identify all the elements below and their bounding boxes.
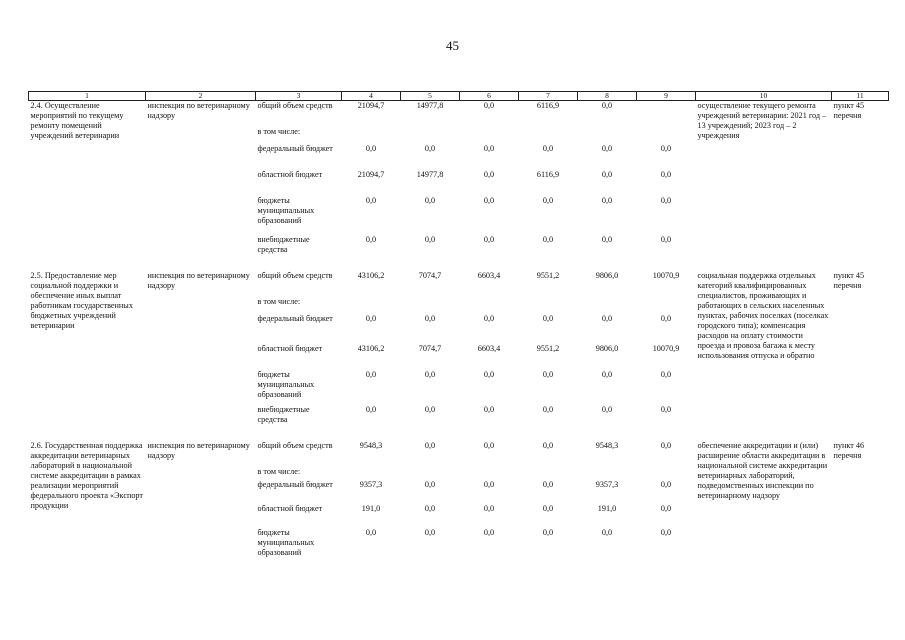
funding-value: 0,0 bbox=[542, 503, 554, 513]
funding-value: 43106,2 bbox=[357, 343, 385, 353]
funding-value: 0,0 bbox=[424, 503, 436, 513]
funding-value: 0,0 bbox=[542, 143, 554, 153]
funding-value: 0,0 bbox=[424, 313, 436, 323]
funding-value bbox=[342, 127, 401, 144]
funding-value: 0,0 bbox=[483, 169, 495, 179]
funding-value bbox=[578, 297, 637, 314]
funding-source: бюджеты муниципальных образований bbox=[257, 527, 315, 557]
funding-value: 10070,9 bbox=[652, 270, 680, 280]
funding-value: 0,0 bbox=[542, 440, 554, 450]
executor-cell: инспекция по ветеринарному надзору bbox=[147, 101, 250, 120]
funding-value: 191,0 bbox=[597, 503, 617, 513]
funding-value bbox=[637, 467, 696, 480]
expected-result: обеспечение аккредитации и (или) расширение области аккредитации в национальной системе аккредитации ветеринарных лабораторий, подведомственных инспекции по ветеринарному надзору bbox=[697, 440, 828, 500]
funding-value: 0,0 bbox=[660, 169, 672, 179]
funding-source: общий объем средств bbox=[257, 270, 333, 280]
funding-source: в том числе: bbox=[257, 126, 301, 136]
funding-value bbox=[519, 467, 578, 480]
funding-value bbox=[342, 297, 401, 314]
activity-name: 2.6. Государственная поддержка аккредитации ветеринарных лабораторий в национальной системе аккредитации в рамках реализации мероприятий федерального проекта «Экспорт продукции bbox=[30, 440, 143, 510]
funding-value: 0,0 bbox=[542, 313, 554, 323]
funding-value: 0,0 bbox=[660, 479, 672, 489]
funding-value bbox=[637, 297, 696, 314]
funding-value: 0,0 bbox=[424, 404, 436, 414]
reference-cell: пункт 46 перечня bbox=[833, 440, 865, 460]
funding-value: 0,0 bbox=[601, 169, 613, 179]
funding-value: 43106,2 bbox=[357, 270, 385, 280]
funding-value: 0,0 bbox=[542, 479, 554, 489]
funding-value: 10070,9 bbox=[652, 343, 680, 353]
funding-value: 0,0 bbox=[660, 527, 672, 537]
funding-value: 0,0 bbox=[365, 195, 377, 205]
funding-value: 0,0 bbox=[424, 479, 436, 489]
expected-result: осуществление текущего ремонта учреждений ветеринарии: 2021 год – 13 учреждений; 2023 год – 2 учреждения bbox=[697, 101, 827, 140]
col-header: 1 bbox=[29, 92, 146, 101]
funding-value: 0,0 bbox=[424, 195, 436, 205]
funding-value: 9551,2 bbox=[536, 343, 560, 353]
funding-value: 14977,8 bbox=[416, 101, 444, 110]
funding-value: 0,0 bbox=[660, 143, 672, 153]
funding-value: 9806,0 bbox=[595, 343, 619, 353]
col-header: 2 bbox=[146, 92, 256, 101]
funding-source: областной бюджет bbox=[257, 343, 323, 353]
funding-value: 191,0 bbox=[361, 503, 381, 513]
funding-value: 0,0 bbox=[483, 143, 495, 153]
funding-value: 6603,4 bbox=[477, 270, 501, 280]
funding-value: 0,0 bbox=[542, 234, 554, 244]
funding-value: 0,0 bbox=[483, 101, 495, 110]
funding-value: 0,0 bbox=[424, 369, 436, 379]
col-header: 10 bbox=[696, 92, 832, 101]
spacer-cell bbox=[29, 433, 889, 441]
funding-value: 0,0 bbox=[601, 369, 613, 379]
funding-value bbox=[401, 127, 460, 144]
col-header: 3 bbox=[256, 92, 342, 101]
funding-source: федеральный бюджет bbox=[257, 479, 333, 489]
funding-value: 0,0 bbox=[601, 527, 613, 537]
spacer-cell bbox=[29, 263, 889, 271]
funding-source: общий объем средств bbox=[257, 440, 333, 450]
funding-value: 0,0 bbox=[365, 313, 377, 323]
funding-value bbox=[637, 127, 696, 144]
section-spacer bbox=[29, 433, 889, 441]
funding-source: в том числе: bbox=[257, 466, 301, 476]
funding-value: 7074,7 bbox=[418, 343, 442, 353]
funding-value: 0,0 bbox=[483, 404, 495, 414]
funding-value: 0,0 bbox=[365, 404, 377, 414]
funding-value: 0,0 bbox=[424, 527, 436, 537]
funding-value: 0,0 bbox=[424, 234, 436, 244]
funding-value: 9357,3 bbox=[359, 479, 383, 489]
funding-value: 21094,7 bbox=[357, 101, 385, 110]
funding-value: 0,0 bbox=[542, 369, 554, 379]
funding-source: внебюджетные средства bbox=[257, 404, 310, 424]
funding-value: 0,0 bbox=[483, 503, 495, 513]
funding-value bbox=[637, 101, 696, 127]
funding-value: 14977,8 bbox=[416, 169, 444, 179]
funding-value bbox=[460, 467, 519, 480]
funding-value: 7074,7 bbox=[418, 270, 442, 280]
program-table bbox=[28, 91, 889, 558]
col-header: 9 bbox=[637, 92, 696, 101]
funding-value: 0,0 bbox=[660, 503, 672, 513]
funding-value: 0,0 bbox=[483, 369, 495, 379]
funding-source: общий объем средств bbox=[257, 101, 333, 110]
col-header: 8 bbox=[578, 92, 637, 101]
funding-value: 0,0 bbox=[365, 527, 377, 537]
funding-value: 0,0 bbox=[424, 143, 436, 153]
funding-value bbox=[519, 127, 578, 144]
section-spacer bbox=[29, 263, 889, 271]
funding-value: 21094,7 bbox=[357, 169, 385, 179]
reference-cell: пункт 45 перечня bbox=[833, 270, 865, 290]
funding-value bbox=[401, 297, 460, 314]
executor-cell: инспекция по ветеринарному надзору bbox=[147, 270, 250, 290]
funding-source: областной бюджет bbox=[257, 169, 323, 179]
funding-value: 0,0 bbox=[660, 369, 672, 379]
funding-value: 0,0 bbox=[542, 404, 554, 414]
funding-value: 0,0 bbox=[483, 527, 495, 537]
funding-source: федеральный бюджет bbox=[257, 143, 333, 153]
funding-source: бюджеты муниципальных образований bbox=[257, 369, 315, 399]
funding-value: 0,0 bbox=[601, 101, 613, 110]
funding-value bbox=[460, 127, 519, 144]
funding-source: внебюджетные средства bbox=[257, 234, 310, 254]
col-header: 7 bbox=[519, 92, 578, 101]
funding-value: 9806,0 bbox=[595, 270, 619, 280]
funding-value: 0,0 bbox=[365, 369, 377, 379]
funding-value: 0,0 bbox=[365, 143, 377, 153]
funding-value: 9548,3 bbox=[595, 440, 619, 450]
col-header: 5 bbox=[401, 92, 460, 101]
funding-value: 6603,4 bbox=[477, 343, 501, 353]
funding-value: 0,0 bbox=[660, 195, 672, 205]
col-header: 6 bbox=[460, 92, 519, 101]
funding-value: 0,0 bbox=[660, 313, 672, 323]
col-header: 4 bbox=[342, 92, 401, 101]
activity-name: 2.5. Предоставление мер социальной поддержки и обеспечение иных выплат работникам государственных бюджетных учреждений ветеринарии bbox=[30, 270, 133, 330]
funding-value: 6116,9 bbox=[536, 101, 560, 110]
table-row bbox=[29, 101, 889, 127]
funding-value: 6116,9 bbox=[536, 169, 560, 179]
funding-source: областной бюджет bbox=[257, 503, 323, 513]
funding-value: 0,0 bbox=[365, 234, 377, 244]
funding-value: 0,0 bbox=[601, 313, 613, 323]
funding-value: 0,0 bbox=[601, 143, 613, 153]
funding-value: 0,0 bbox=[424, 440, 436, 450]
funding-value: 0,0 bbox=[483, 313, 495, 323]
col-header: 11 bbox=[832, 92, 889, 101]
funding-value bbox=[578, 127, 637, 144]
funding-value: 0,0 bbox=[601, 404, 613, 414]
funding-value bbox=[460, 297, 519, 314]
funding-value: 0,0 bbox=[542, 527, 554, 537]
funding-value: 0,0 bbox=[483, 234, 495, 244]
table-row bbox=[29, 271, 889, 297]
funding-value: 0,0 bbox=[542, 195, 554, 205]
funding-source: в том числе: bbox=[257, 296, 301, 306]
expected-result: социальная поддержка отдельных категорий квалифицированных специалистов, проживающих и работающих в сельских населенных пунктах, рабочих поселках (поселках городского типа); компенсация расходов на оплату стоимости проезда и провоза багажа к месту использования отпуска и обратно bbox=[697, 270, 829, 360]
funding-value: 0,0 bbox=[601, 234, 613, 244]
funding-value bbox=[401, 467, 460, 480]
header-row bbox=[29, 92, 889, 101]
funding-value: 0,0 bbox=[483, 195, 495, 205]
table-row bbox=[29, 441, 889, 467]
funding-value bbox=[342, 467, 401, 480]
activity-name: 2.4. Осуществление мероприятий по текущему ремонту помещений учреждений ветеринарии bbox=[30, 101, 124, 140]
funding-source: бюджеты муниципальных образований bbox=[257, 195, 315, 225]
funding-value: 9548,3 bbox=[359, 440, 383, 450]
funding-value bbox=[578, 467, 637, 480]
funding-value: 0,0 bbox=[483, 479, 495, 489]
funding-value: 0,0 bbox=[660, 440, 672, 450]
executor-cell: инспекция по ветеринарному надзору bbox=[147, 440, 250, 460]
funding-value: 0,0 bbox=[601, 195, 613, 205]
funding-value: 0,0 bbox=[660, 404, 672, 414]
funding-value bbox=[519, 297, 578, 314]
funding-value: 9357,3 bbox=[595, 479, 619, 489]
funding-value: 0,0 bbox=[660, 234, 672, 244]
reference-cell: пункт 45 перечня bbox=[833, 101, 865, 120]
funding-value: 9551,2 bbox=[536, 270, 560, 280]
page-number: 45 bbox=[446, 38, 459, 53]
funding-value: 0,0 bbox=[483, 440, 495, 450]
funding-source: федеральный бюджет bbox=[257, 313, 333, 323]
